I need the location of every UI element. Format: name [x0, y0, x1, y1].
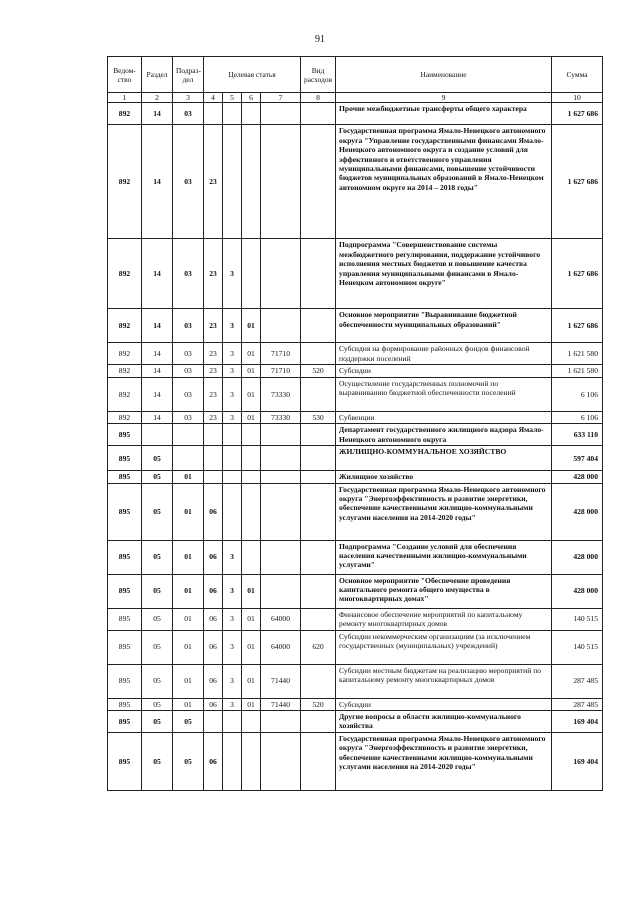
razdel-cell: 14 [142, 365, 173, 377]
header-target-article: Целевая статья [204, 57, 301, 93]
direction-cell [261, 446, 301, 471]
sum-cell: 169 404 [552, 733, 603, 791]
subprogram-cell [223, 711, 242, 733]
event-cell [242, 733, 261, 791]
expense-type-cell [301, 239, 336, 309]
vedomstvo-cell: 895 [108, 424, 142, 446]
column-number: 2 [142, 93, 173, 103]
table-row [108, 125, 603, 239]
event-cell: 01 [242, 343, 261, 365]
subprogram-cell: 3 [223, 239, 242, 309]
column-number: 3 [173, 93, 204, 103]
podrazdel-cell: 03 [173, 377, 204, 411]
vedomstvo-cell: 892 [108, 125, 142, 239]
column-number: 7 [261, 93, 301, 103]
expense-type-cell [301, 103, 336, 125]
column-number: 1 [108, 93, 142, 103]
item-name-cell: Основное мероприятие "Обеспечение проведения капитального ремонта общего имущества в многоквартирных домах" [336, 574, 552, 608]
program-cell [204, 446, 223, 471]
item-name-cell: Подпрограмма "Совершенствование системы межбюджетного регулирования, поддержание устойчивого исполнения местных бюджетов и повышение качества управления муниципальными финансами в Ямало-Ненецком автономном округе" [336, 239, 552, 309]
table-row [108, 377, 603, 411]
program-cell: 06 [204, 540, 223, 574]
razdel-cell: 14 [142, 343, 173, 365]
subprogram-cell: 3 [223, 540, 242, 574]
podrazdel-cell: 01 [173, 540, 204, 574]
razdel-cell [142, 424, 173, 446]
vedomstvo-cell: 895 [108, 664, 142, 698]
sum-cell: 1 621 580 [552, 365, 603, 377]
item-name-cell: Субсидии [336, 365, 552, 377]
podrazdel-cell: 03 [173, 365, 204, 377]
vedomstvo-cell: 892 [108, 377, 142, 411]
subprogram-cell [223, 103, 242, 125]
direction-cell: 64000 [261, 608, 301, 630]
column-number-row [108, 93, 603, 103]
vedomstvo-cell: 892 [108, 103, 142, 125]
vedomstvo-cell: 892 [108, 343, 142, 365]
event-cell: 01 [242, 630, 261, 664]
event-cell [242, 125, 261, 239]
header-row [108, 57, 603, 93]
event-cell: 01 [242, 664, 261, 698]
podrazdel-cell: 05 [173, 733, 204, 791]
subprogram-cell: 3 [223, 630, 242, 664]
event-cell [242, 471, 261, 483]
event-cell [242, 446, 261, 471]
subprogram-cell: 3 [223, 343, 242, 365]
podrazdel-cell: 03 [173, 239, 204, 309]
item-name-cell: Подпрограмма "Создание условий для обеспечения населения качественными жилищно-коммунальными услугами" [336, 540, 552, 574]
vedomstvo-cell: 892 [108, 411, 142, 423]
vedomstvo-cell: 892 [108, 239, 142, 309]
item-name-cell: Другие вопросы в области жилищно-коммунального хозяйства [336, 711, 552, 733]
item-name-cell: Государственная программа Ямало-Ненецкого автономного округа "Энергоэффективность и развитие энергетики, обеспечение качественными жилищно-коммунальными услугами населения на 2014-2020 годы" [336, 483, 552, 540]
podrazdel-cell: 03 [173, 411, 204, 423]
razdel-cell: 14 [142, 411, 173, 423]
direction-cell: 71440 [261, 698, 301, 710]
header-expense-type: Вид расходов [301, 57, 336, 93]
sum-cell: 633 110 [552, 424, 603, 446]
program-cell: 23 [204, 365, 223, 377]
razdel-cell: 05 [142, 471, 173, 483]
table-row [108, 664, 603, 698]
sum-cell: 287 485 [552, 664, 603, 698]
program-cell: 06 [204, 608, 223, 630]
header-razdel: Раздел [142, 57, 173, 93]
expense-type-cell [301, 608, 336, 630]
podrazdel-cell: 01 [173, 574, 204, 608]
program-cell: 06 [204, 698, 223, 710]
subprogram-cell [223, 733, 242, 791]
table-row [108, 343, 603, 365]
table-row [108, 698, 603, 710]
program-cell: 23 [204, 239, 223, 309]
event-cell [242, 424, 261, 446]
sum-cell: 6 106 [552, 411, 603, 423]
expense-type-cell: 520 [301, 698, 336, 710]
event-cell [242, 483, 261, 540]
podrazdel-cell [173, 446, 204, 471]
item-name-cell: Субсидии местным бюджетам на реализацию мероприятий по капитальному ремонту многоквартирных домов [336, 664, 552, 698]
vedomstvo-cell: 895 [108, 698, 142, 710]
sum-cell: 428 000 [552, 483, 603, 540]
item-name-cell: Государственная программа Ямало-Ненецкого автономного округа "Энергоэффективность и развитие энергетики, обеспечение качественными жилищно-коммунальными услугами населения на 2014-2020 годы" [336, 733, 552, 791]
item-name-cell: Субсидии некоммерческим организациям (за исключением государственных (муниципальных) учреждений) [336, 630, 552, 664]
event-cell: 01 [242, 377, 261, 411]
direction-cell [261, 733, 301, 791]
table-row [108, 103, 603, 125]
item-name-cell: Субвенции [336, 411, 552, 423]
expense-type-cell [301, 540, 336, 574]
sum-cell: 287 485 [552, 698, 603, 710]
item-name-cell: Основное мероприятие "Выравнивание бюджетной обеспеченности муниципальных образований" [336, 309, 552, 343]
sum-cell: 1 627 686 [552, 125, 603, 239]
expense-type-cell [301, 574, 336, 608]
direction-cell [261, 711, 301, 733]
subprogram-cell: 3 [223, 698, 242, 710]
subprogram-cell: 3 [223, 664, 242, 698]
table-row [108, 630, 603, 664]
subprogram-cell: 3 [223, 365, 242, 377]
expense-type-cell [301, 309, 336, 343]
item-name-cell: Финансовое обеспечение мероприятий по капитальному ремонту многоквартирных домов [336, 608, 552, 630]
program-cell: 23 [204, 377, 223, 411]
sum-cell: 1 627 686 [552, 239, 603, 309]
event-cell [242, 103, 261, 125]
program-cell: 23 [204, 309, 223, 343]
sum-cell: 6 106 [552, 377, 603, 411]
subprogram-cell [223, 125, 242, 239]
expense-type-cell [301, 471, 336, 483]
item-name-cell: Прочие межбюджетные трансферты общего характера [336, 103, 552, 125]
sum-cell: 428 000 [552, 471, 603, 483]
podrazdel-cell: 01 [173, 471, 204, 483]
expense-type-cell [301, 733, 336, 791]
item-name-cell: Государственная программа Ямало-Ненецкого автономного округа "Управление государственными финансами Ямало-Ненецкого автономного округа и создание условий для эффективного и ответственного управления муниципальными финансами, повышение устойчивости бюджетов муниципальных образований в Ямало-Ненецком автономном округе на 2014 – 2018 годы" [336, 125, 552, 239]
table-row [108, 574, 603, 608]
direction-cell: 71440 [261, 664, 301, 698]
program-cell [204, 424, 223, 446]
expense-type-cell [301, 664, 336, 698]
table-row [108, 309, 603, 343]
direction-cell [261, 125, 301, 239]
table-row [108, 411, 603, 423]
razdel-cell: 05 [142, 733, 173, 791]
razdel-cell: 05 [142, 630, 173, 664]
podrazdel-cell [173, 424, 204, 446]
column-number: 8 [301, 93, 336, 103]
sum-cell: 428 000 [552, 540, 603, 574]
program-cell [204, 471, 223, 483]
program-cell: 06 [204, 630, 223, 664]
direction-cell [261, 471, 301, 483]
sum-cell: 140 515 [552, 630, 603, 664]
event-cell: 01 [242, 365, 261, 377]
event-cell: 01 [242, 574, 261, 608]
subprogram-cell [223, 483, 242, 540]
razdel-cell: 05 [142, 446, 173, 471]
page-number: 91 [315, 34, 325, 45]
subprogram-cell: 3 [223, 608, 242, 630]
expense-type-cell [301, 711, 336, 733]
event-cell: 01 [242, 309, 261, 343]
vedomstvo-cell: 895 [108, 446, 142, 471]
expense-type-cell [301, 483, 336, 540]
expense-type-cell: 520 [301, 365, 336, 377]
razdel-cell: 14 [142, 239, 173, 309]
vedomstvo-cell: 895 [108, 630, 142, 664]
program-cell [204, 711, 223, 733]
razdel-cell: 14 [142, 103, 173, 125]
table-body [108, 103, 603, 791]
program-cell: 23 [204, 343, 223, 365]
table-row [108, 608, 603, 630]
table-row [108, 471, 603, 483]
vedomstvo-cell: 895 [108, 711, 142, 733]
item-name-cell: Департамент государственного жилищного надзора Ямало-Ненецкого автономного округа [336, 424, 552, 446]
razdel-cell: 05 [142, 483, 173, 540]
sum-cell: 140 515 [552, 608, 603, 630]
expense-type-cell [301, 125, 336, 239]
program-cell: 06 [204, 574, 223, 608]
sum-cell: 169 404 [552, 711, 603, 733]
subprogram-cell [223, 424, 242, 446]
table-row [108, 711, 603, 733]
razdel-cell: 05 [142, 608, 173, 630]
sum-cell: 1 627 686 [552, 309, 603, 343]
direction-cell [261, 103, 301, 125]
event-cell: 01 [242, 698, 261, 710]
podrazdel-cell: 03 [173, 343, 204, 365]
podrazdel-cell: 01 [173, 630, 204, 664]
razdel-cell: 14 [142, 377, 173, 411]
razdel-cell: 14 [142, 309, 173, 343]
direction-cell [261, 483, 301, 540]
expense-type-cell [301, 377, 336, 411]
podrazdel-cell: 03 [173, 125, 204, 239]
podrazdel-cell: 05 [173, 711, 204, 733]
event-cell: 01 [242, 411, 261, 423]
direction-cell [261, 239, 301, 309]
event-cell: 01 [242, 608, 261, 630]
direction-cell: 73330 [261, 411, 301, 423]
program-cell: 06 [204, 664, 223, 698]
razdel-cell: 05 [142, 664, 173, 698]
razdel-cell: 05 [142, 698, 173, 710]
expense-type-cell: 620 [301, 630, 336, 664]
direction-cell: 64000 [261, 630, 301, 664]
column-number: 10 [552, 93, 603, 103]
podrazdel-cell: 01 [173, 483, 204, 540]
header-name: Наименование [336, 57, 552, 93]
program-cell [204, 103, 223, 125]
vedomstvo-cell: 892 [108, 309, 142, 343]
event-cell [242, 540, 261, 574]
table-row [108, 446, 603, 471]
item-name-cell: Субсидии [336, 698, 552, 710]
subprogram-cell: 3 [223, 574, 242, 608]
direction-cell [261, 309, 301, 343]
podrazdel-cell: 03 [173, 309, 204, 343]
vedomstvo-cell: 895 [108, 574, 142, 608]
event-cell [242, 711, 261, 733]
razdel-cell: 05 [142, 711, 173, 733]
subprogram-cell: 3 [223, 309, 242, 343]
table-row [108, 239, 603, 309]
vedomstvo-cell: 895 [108, 483, 142, 540]
program-cell: 06 [204, 733, 223, 791]
program-cell: 23 [204, 125, 223, 239]
program-cell: 06 [204, 483, 223, 540]
header-sum: Сумма [552, 57, 603, 93]
sum-cell: 597 404 [552, 446, 603, 471]
direction-cell [261, 540, 301, 574]
budget-table [107, 56, 603, 791]
vedomstvo-cell: 895 [108, 471, 142, 483]
table-row [108, 424, 603, 446]
vedomstvo-cell: 892 [108, 365, 142, 377]
razdel-cell: 05 [142, 540, 173, 574]
razdel-cell: 05 [142, 574, 173, 608]
subprogram-cell: 3 [223, 411, 242, 423]
podrazdel-cell: 01 [173, 664, 204, 698]
item-name-cell: Осуществление государственных полномочий по выравниванию бюджетной обеспеченности поселений [336, 377, 552, 411]
sum-cell: 428 000 [552, 574, 603, 608]
table-row [108, 365, 603, 377]
razdel-cell: 14 [142, 125, 173, 239]
table-row [108, 540, 603, 574]
header-podrazdel: Подраз-дел [173, 57, 204, 93]
event-cell [242, 239, 261, 309]
vedomstvo-cell: 895 [108, 733, 142, 791]
table-row [108, 483, 603, 540]
column-number: 5 [223, 93, 242, 103]
expense-type-cell: 530 [301, 411, 336, 423]
direction-cell: 73330 [261, 377, 301, 411]
column-number: 9 [336, 93, 552, 103]
vedomstvo-cell: 895 [108, 608, 142, 630]
podrazdel-cell: 01 [173, 608, 204, 630]
direction-cell [261, 574, 301, 608]
direction-cell: 71710 [261, 365, 301, 377]
subprogram-cell: 3 [223, 377, 242, 411]
item-name-cell: Субсидия на формирование районных фондов финансовой поддержки поселений [336, 343, 552, 365]
subprogram-cell [223, 446, 242, 471]
header-vedomstvo: Ведом-ство [108, 57, 142, 93]
expense-type-cell [301, 446, 336, 471]
podrazdel-cell: 03 [173, 103, 204, 125]
item-name-cell: Жилищное хозяйство [336, 471, 552, 483]
direction-cell [261, 424, 301, 446]
sum-cell: 1 627 686 [552, 103, 603, 125]
podrazdel-cell: 01 [173, 698, 204, 710]
table-row [108, 733, 603, 791]
sum-cell: 1 621 580 [552, 343, 603, 365]
expense-type-cell [301, 424, 336, 446]
direction-cell: 71710 [261, 343, 301, 365]
item-name-cell: ЖИЛИЩНО-КОММУНАЛЬНОЕ ХОЗЯЙСТВО [336, 446, 552, 471]
column-number: 6 [242, 93, 261, 103]
vedomstvo-cell: 895 [108, 540, 142, 574]
expense-type-cell [301, 343, 336, 365]
subprogram-cell [223, 471, 242, 483]
column-number: 4 [204, 93, 223, 103]
program-cell: 23 [204, 411, 223, 423]
